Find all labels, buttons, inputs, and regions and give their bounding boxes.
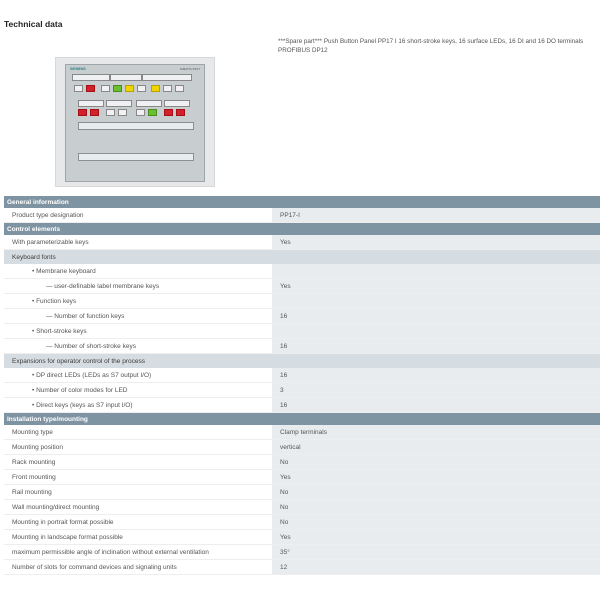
panel-key	[101, 85, 110, 92]
panel-key-yellow	[125, 85, 134, 92]
table-row	[4, 208, 600, 223]
row-label: Rack mounting	[4, 455, 272, 470]
label-strip	[78, 153, 194, 161]
model-label: SIMATIC PP17	[179, 67, 200, 71]
panel-key-yellow	[151, 85, 160, 92]
table-row	[4, 398, 600, 413]
section-header: General information	[4, 196, 600, 208]
row-label: — Number of function keys	[4, 309, 272, 324]
row-value: 35°	[272, 545, 600, 560]
section-header: Control elements	[4, 223, 600, 236]
panel-key	[118, 109, 127, 116]
table-row	[4, 485, 600, 500]
panel-key-red	[86, 85, 95, 92]
row-label: Keyboard fonts	[4, 250, 272, 265]
page-title: Technical data	[4, 19, 63, 29]
product-image	[55, 57, 215, 187]
row-label: Expansions for operator control of the process	[4, 354, 272, 369]
row-label: maximum permissible angle of inclination without external ventilation	[4, 545, 272, 560]
row-value: Clamp terminals	[272, 425, 600, 440]
row-label: • Number of color modes for LED	[4, 383, 272, 398]
key-label-bank	[164, 100, 190, 107]
row-value: 3	[272, 383, 600, 398]
table-row	[4, 339, 600, 354]
key-label-bank	[72, 74, 110, 81]
row-label: Product type designation	[4, 208, 272, 223]
panel-key-green	[148, 109, 157, 116]
table-row	[4, 530, 600, 545]
table-row	[4, 455, 600, 470]
row-value: Yes	[272, 279, 600, 294]
row-label: Mounting in portrait format possible	[4, 515, 272, 530]
table-row	[4, 515, 600, 530]
table-row	[4, 425, 600, 440]
row-label: Mounting position	[4, 440, 272, 455]
table-row	[4, 309, 600, 324]
table-row	[4, 470, 600, 485]
row-value: 16	[272, 339, 600, 354]
row-value: 12	[272, 560, 600, 575]
row-label: Mounting in landscape format possible	[4, 530, 272, 545]
subsection-header	[4, 354, 600, 369]
row-label: • Function keys	[4, 294, 272, 309]
row-value: 16	[272, 309, 600, 324]
table-row	[4, 440, 600, 455]
panel-key-red	[164, 109, 173, 116]
table-row	[4, 560, 600, 575]
key-label-bank	[136, 100, 162, 107]
push-button-panel-illustration	[65, 64, 205, 182]
key-label-bank	[142, 74, 192, 81]
row-value: No	[272, 485, 600, 500]
row-value: 16	[272, 368, 600, 383]
row-value: 16	[272, 398, 600, 413]
row-value: No	[272, 515, 600, 530]
row-label: Number of slots for command devices and signaling units	[4, 560, 272, 575]
table-row	[4, 294, 600, 309]
table-row	[4, 500, 600, 515]
key-label-bank	[78, 100, 104, 107]
table-row	[4, 235, 600, 250]
key-label-bank	[110, 74, 142, 81]
row-value: vertical	[272, 440, 600, 455]
row-label: • Direct keys (keys as S7 input I/O)	[4, 398, 272, 413]
panel-key-red	[78, 109, 87, 116]
panel-key	[137, 85, 146, 92]
row-label: Wall mounting/direct mounting	[4, 500, 272, 515]
panel-key	[74, 85, 83, 92]
technical-data-table	[4, 196, 600, 575]
row-label: • Short-stroke keys	[4, 324, 272, 339]
subsection-header	[4, 250, 600, 265]
panel-key	[106, 109, 115, 116]
panel-key-red	[176, 109, 185, 116]
table-row	[4, 368, 600, 383]
panel-key	[163, 85, 172, 92]
label-strip	[78, 122, 194, 130]
panel-key-green	[113, 85, 122, 92]
row-value: PP17-I	[272, 208, 600, 223]
row-value: No	[272, 500, 600, 515]
row-label: Mounting type	[4, 425, 272, 440]
row-label: Front mounting	[4, 470, 272, 485]
row-value: Yes	[272, 235, 600, 250]
section-header: Installation type/mounting	[4, 413, 600, 426]
panel-key-red	[90, 109, 99, 116]
table-row	[4, 264, 600, 279]
panel-key	[175, 85, 184, 92]
table-row	[4, 545, 600, 560]
panel-key	[136, 109, 145, 116]
row-label: — Number of short-stroke keys	[4, 339, 272, 354]
row-label: Rail mounting	[4, 485, 272, 500]
row-label: • DP direct LEDs (LEDs as S7 output I/O)	[4, 368, 272, 383]
table-row	[4, 279, 600, 294]
row-value: No	[272, 455, 600, 470]
row-label: • Membrane keyboard	[4, 264, 272, 279]
table-row	[4, 324, 600, 339]
row-value: Yes	[272, 530, 600, 545]
brand-logo: SIEMENS	[70, 67, 86, 71]
row-value: Yes	[272, 470, 600, 485]
row-label: With parameterizable keys	[4, 235, 272, 250]
product-description: ***Spare part*** Push Button Panel PP17 I 16 short-stroke keys, 16 surface LEDs, 16 DI and 16 DO terminals PROFIBUS DP12	[278, 38, 584, 54]
row-label: — user-definable label membrane keys	[4, 279, 272, 294]
table-row	[4, 383, 600, 398]
key-label-bank	[106, 100, 132, 107]
